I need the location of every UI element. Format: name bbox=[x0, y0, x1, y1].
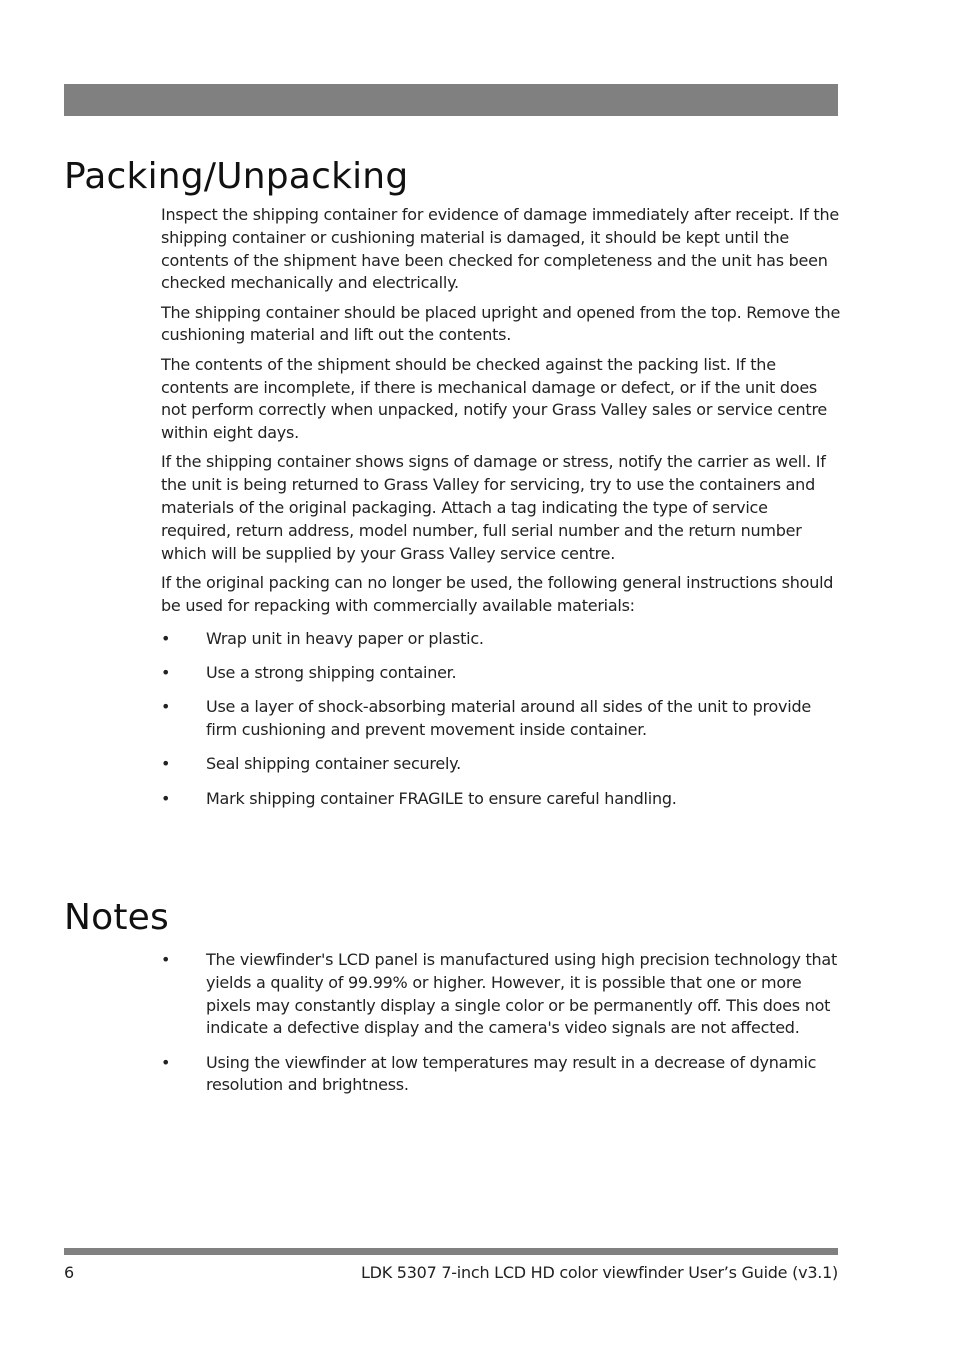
list-item bbox=[161, 788, 841, 811]
paragraph: If the shipping container shows signs of damage or stress, notify the carrier as well. If the unit is being returned to Grass Valley for servicing, try to use the containers and materials of the original packaging. Attach a tag indicating the type of service required, return address, model number, full serial number and the return number which will be supplied by your Grass Valley service centre. bbox=[161, 452, 826, 563]
paragraph: The shipping container should be placed upright and opened from the top. Remove the cushioning material and lift out the contents. bbox=[161, 302, 841, 345]
bullet-icon: • bbox=[161, 662, 171, 682]
list-item bbox=[161, 753, 841, 776]
bullet-list-packing bbox=[161, 628, 841, 811]
page-number: 6 bbox=[64, 1263, 74, 1282]
paragraph: If the original packing can no longer be used, the following general instructions should be used for repacking with commercially available materials: bbox=[161, 572, 834, 615]
list-item-text: Use a strong shipping container. bbox=[206, 662, 457, 682]
list-item-text: The viewfinder's LCD panel is manufactured using high precision technology that yields a quality of 99.99% or higher. However, it is possible that one or more pixels may constantly display a single color or be permanently off. This does not indicate a defective display and the camera's video signals are not affected. bbox=[206, 950, 837, 1038]
section-title-notes: Notes bbox=[64, 897, 169, 938]
list-item bbox=[161, 696, 841, 742]
section-body-packing bbox=[161, 204, 841, 822]
list-item bbox=[161, 662, 841, 685]
paragraph: The contents of the shipment should be checked against the packing list. If the contents are incomplete, if there is mechanical damage or defect, or if the unit does not perform correctly when unpacked, notify your Grass Valley sales or service centre within eight days. bbox=[161, 354, 828, 443]
bullet-icon: • bbox=[161, 697, 171, 717]
list-item-text: Use a layer of shock-absorbing material around all sides of the unit to provide firm cushioning and prevent movement inside container. bbox=[206, 697, 811, 739]
bullet-list-notes bbox=[161, 949, 841, 1097]
section-title-packing: Packing/Unpacking bbox=[64, 156, 409, 197]
bullet-icon: • bbox=[161, 628, 171, 648]
list-item-text: Wrap unit in heavy paper or plastic. bbox=[206, 628, 484, 648]
list-item bbox=[161, 1052, 841, 1098]
list-item-text: Using the viewfinder at low temperatures may result in a decrease of dynamic resolution and brightness. bbox=[206, 1052, 817, 1095]
footer-document-title: LDK 5307 7-inch LCD HD color viewfinder User’s Guide (v3.1) bbox=[360, 1263, 838, 1282]
bullet-icon: • bbox=[161, 754, 171, 774]
bullet-icon: • bbox=[161, 1052, 171, 1072]
bullet-icon: • bbox=[161, 788, 171, 808]
list-item bbox=[161, 949, 841, 1040]
section-body-notes bbox=[161, 949, 841, 1109]
bullet-icon: • bbox=[161, 950, 171, 969]
paragraph: Inspect the shipping container for evidence of damage immediately after receipt. If the shipping container or cushioning material is damaged, it should be kept until the contents of the shipment have been checked for completeness and the unit has been checked mechanically and electrically. bbox=[161, 205, 839, 293]
list-item bbox=[161, 628, 841, 651]
list-item-text: Mark shipping container FRAGILE to ensure careful handling. bbox=[206, 788, 677, 808]
header-rule bbox=[64, 84, 838, 116]
footer-rule bbox=[64, 1248, 838, 1255]
list-item-text: Seal shipping container securely. bbox=[206, 754, 461, 774]
